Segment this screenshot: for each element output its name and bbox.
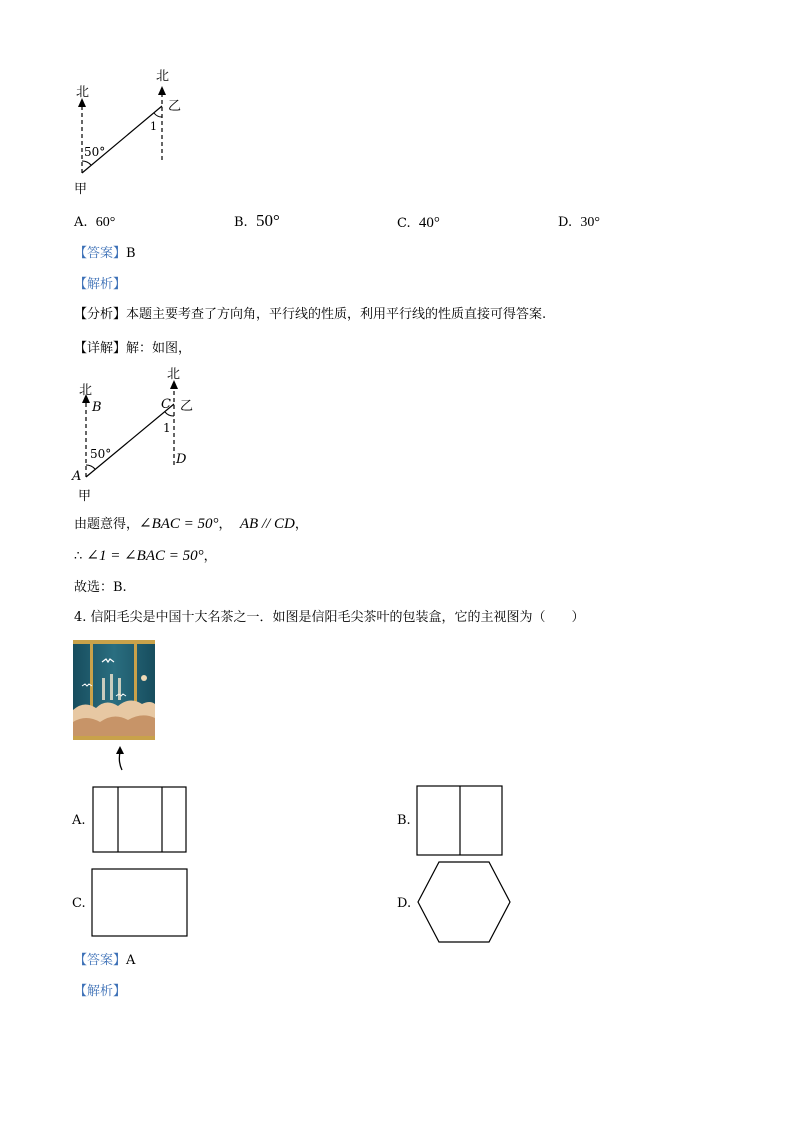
q4-option-a-label: A. [72, 813, 86, 828]
option-a: A. 60° [74, 215, 116, 230]
north-label-left: 北 [76, 85, 90, 100]
fenxi-row [74, 306, 546, 324]
expr-parallel: AB // CD [239, 516, 295, 532]
option-a-value: 60° [95, 215, 116, 230]
analysis-tag-2: 【解析】 [74, 984, 127, 999]
therefore-symbol: ∴ [74, 549, 83, 564]
north-label-left: 北 [79, 383, 93, 398]
expr-bac: ∠BAC = 50° [139, 516, 219, 532]
q4-option-d-figure [415, 860, 513, 944]
answer-row-1 [74, 245, 136, 263]
solution-line-2: ∴ ∠1 = ∠BAC = 50°， [74, 548, 217, 564]
box-calligraphy [110, 674, 113, 700]
option-d: D. 30° [558, 215, 600, 230]
option-c-value: 40° [418, 215, 440, 231]
answer-row-2 [74, 952, 135, 970]
box-top-rim [73, 640, 155, 644]
answer-tag: 【答案】 [74, 246, 127, 261]
question-text: 信阳毛尖是中国十大名茶之一．如图是信阳毛尖茶叶的包装盒，它的主视图为（ ） [90, 610, 585, 625]
q4-option-a-figure [92, 786, 188, 854]
fenxi-text: 本题主要考查了方向角，平行线的性质，利用平行线的性质直接可得答案. [126, 307, 547, 322]
box-calligraphy [102, 678, 105, 700]
point-label-jia: 甲 [78, 489, 92, 504]
outer-rectangle [93, 787, 186, 852]
segment-jia-yi [82, 106, 162, 173]
xiangjie-row [74, 340, 191, 358]
point-label-yi: 乙 [168, 99, 182, 114]
angle-label-1: 1 [150, 120, 157, 133]
analysis-tag-1: 【解析】 [74, 277, 127, 292]
solution-line-1: 由题意得，∠BAC = 50°， AB // CD， [74, 516, 308, 532]
tea-box-image [72, 638, 156, 744]
angle-arc-1 [165, 412, 174, 416]
box-calligraphy [118, 678, 121, 700]
answer-value: B [126, 246, 136, 261]
hexagon [418, 862, 510, 942]
outer-rectangle [92, 869, 187, 936]
arrow-shaft [119, 752, 122, 770]
option-b: B. 50° [234, 211, 280, 230]
angle-label-50: 50° [90, 447, 112, 461]
angle-arc-bac [86, 465, 95, 469]
north-arrow-head-right [158, 86, 166, 95]
xiangjie-tag: 【详解】 [74, 341, 127, 356]
answer-tag: 【答案】 [74, 953, 127, 968]
point-label-b: B [92, 400, 102, 415]
q4-option-b-figure [416, 785, 504, 857]
point-label-jia: 甲 [74, 182, 88, 197]
point-label-yi: 乙 [180, 399, 194, 414]
angle-arc-50 [82, 161, 91, 165]
north-label-right: 北 [167, 367, 181, 382]
fenxi-tag: 【分析】 [74, 307, 127, 322]
point-label-a: A [72, 469, 82, 484]
expr-angle1: ∠1 = ∠BAC = 50° [86, 548, 204, 564]
point-label-c: C [161, 397, 171, 412]
solution-line-3: 故选：B. [74, 580, 127, 595]
q4-option-c-figure [91, 868, 189, 938]
moon-icon [141, 675, 147, 681]
angle-arc-1 [154, 113, 162, 117]
direction-diagram-1 [66, 60, 206, 200]
north-label-right: 北 [156, 69, 170, 84]
answer-value: A [126, 953, 136, 968]
q4-option-d-label: D. [397, 896, 412, 911]
view-direction-arrow [110, 744, 130, 774]
q4-option-b-label: B. [397, 813, 411, 828]
box-bottom-rim [73, 736, 155, 740]
option-d-value: 30° [580, 215, 600, 230]
question-4 [74, 609, 585, 627]
question-number: 4. [74, 610, 87, 625]
angle-label-1: 1 [163, 421, 171, 435]
angle-label-50: 50° [84, 145, 106, 159]
option-b-value: 50° [255, 211, 280, 230]
xiangjie-text: 解：如图， [126, 341, 192, 356]
direction-diagram-2 [66, 360, 216, 505]
option-c: C. 40° [397, 215, 440, 231]
q4-option-c-label: C. [72, 896, 86, 911]
point-label-d: D [176, 452, 187, 467]
